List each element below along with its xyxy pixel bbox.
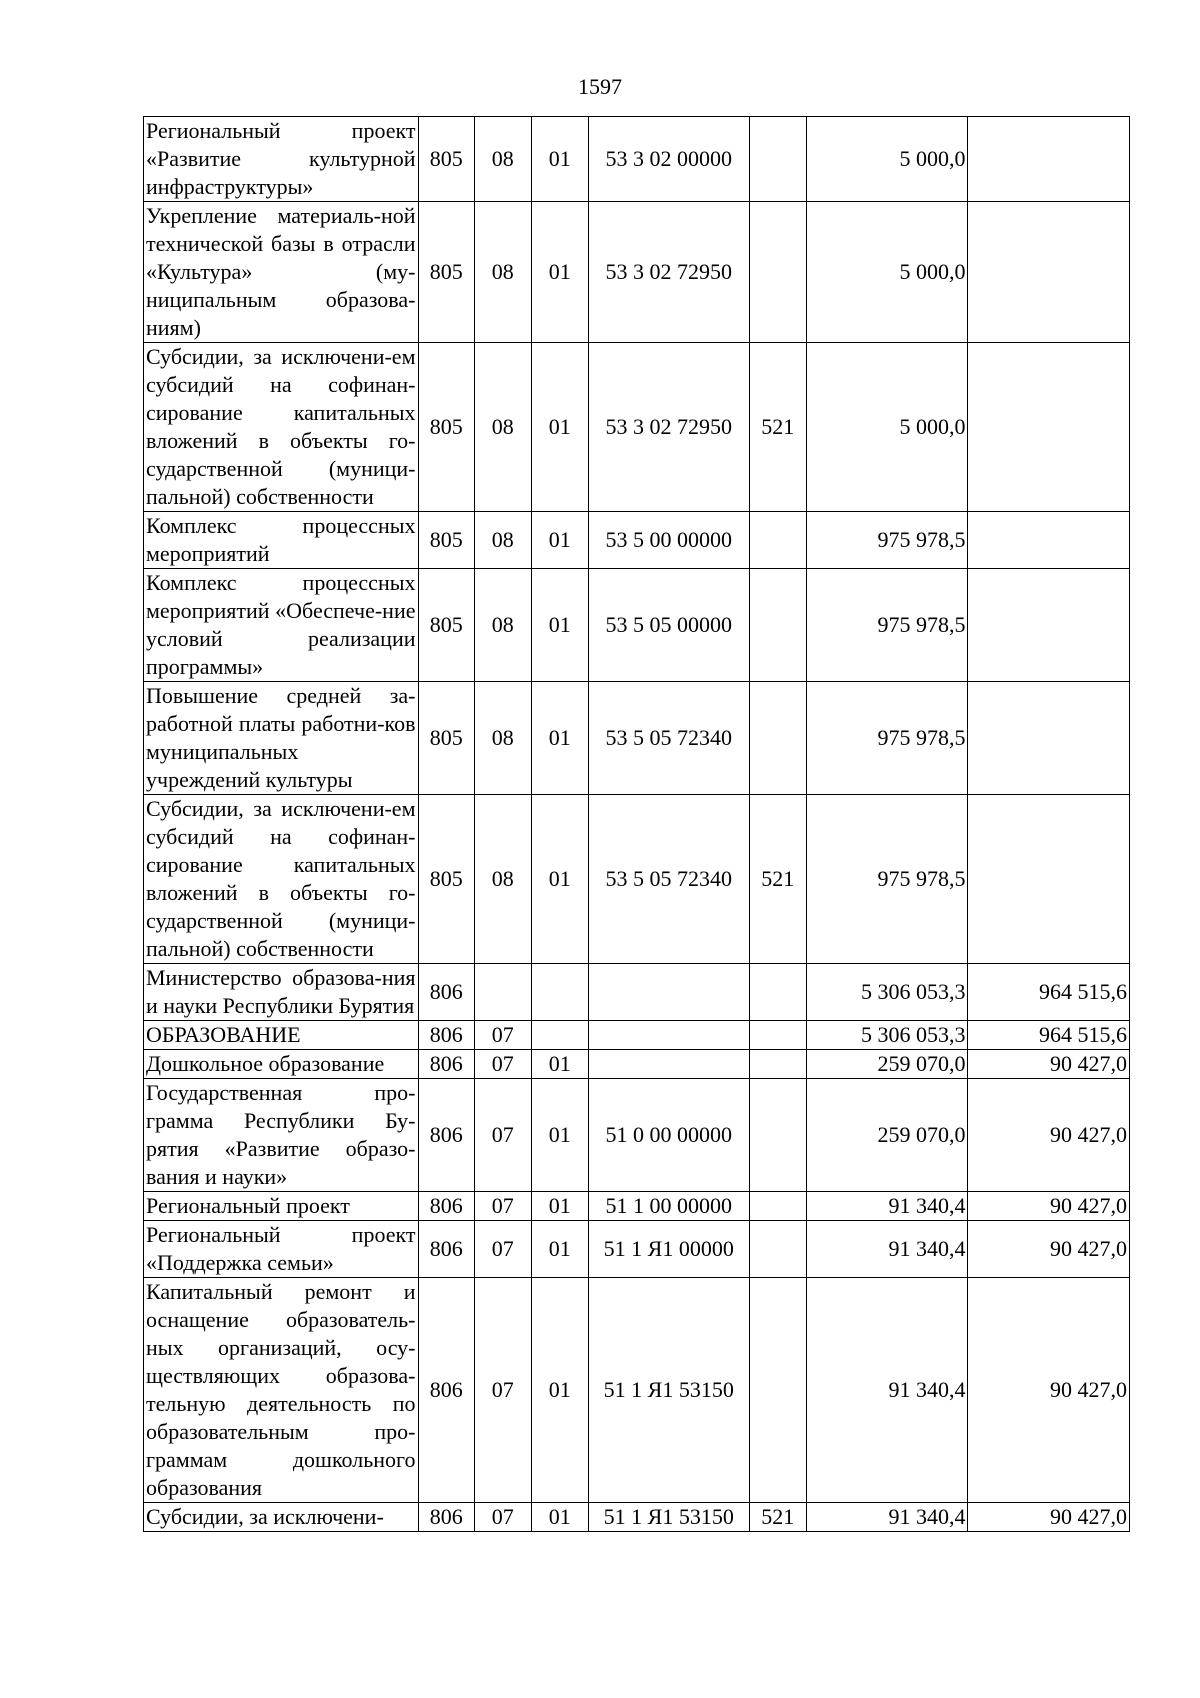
federal-amount-cell: 90 427,0 [968, 1278, 1130, 1503]
amount-cell: 975 978,5 [807, 795, 968, 964]
section-cell: 08 [475, 569, 532, 682]
amount-cell: 975 978,5 [807, 682, 968, 795]
item-name-cell: Государственная про-грамма Республики Бу-рятия «Развитие образо-вания и науки» [144, 1079, 419, 1192]
federal-amount-cell: 964 515,6 [968, 1021, 1130, 1050]
subsection-cell: 01 [531, 1278, 589, 1503]
item-name-cell: Дошкольное образование [144, 1050, 419, 1079]
section-cell: 08 [475, 343, 532, 512]
table-row [144, 1021, 1130, 1050]
target-article-cell: 51 1 Я1 00000 [589, 1221, 749, 1278]
table-row [144, 682, 1130, 795]
target-article-cell: 53 5 05 72340 [589, 682, 749, 795]
expense-type-cell [749, 512, 807, 569]
amount-cell: 91 340,4 [807, 1278, 968, 1503]
expense-type-cell [749, 1050, 807, 1079]
subsection-cell: 01 [531, 1079, 589, 1192]
expense-type-cell [749, 1221, 807, 1278]
subsection-cell [531, 1021, 589, 1050]
amount-cell: 259 070,0 [807, 1050, 968, 1079]
budget-table [143, 116, 1130, 1532]
target-article-cell: 51 1 Я1 53150 [589, 1278, 749, 1503]
target-article-cell: 51 1 00 00000 [589, 1192, 749, 1221]
item-name-cell: Региональный проект «Развитие культурной инфраструктуры» [144, 117, 419, 202]
federal-amount-cell: 90 427,0 [968, 1050, 1130, 1079]
grbs-cell: 805 [418, 682, 475, 795]
grbs-cell: 806 [418, 964, 475, 1021]
page-number: 1597 [578, 74, 622, 99]
expense-type-cell [749, 964, 807, 1021]
grbs-cell: 805 [418, 117, 475, 202]
federal-amount-cell: 90 427,0 [968, 1221, 1130, 1278]
subsection-cell: 01 [531, 569, 589, 682]
federal-amount-cell [968, 202, 1130, 343]
expense-type-cell [749, 1278, 807, 1503]
table-row [144, 343, 1130, 512]
grbs-cell: 805 [418, 795, 475, 964]
section-cell: 08 [475, 117, 532, 202]
section-cell: 07 [475, 1192, 532, 1221]
federal-amount-cell [968, 512, 1130, 569]
item-name-cell: Комплекс процессных мероприятий [144, 512, 419, 569]
item-name-cell: Субсидии, за исключени-ем субсидий на софинан-сирование капитальных вложений в объекты го-сударственной (муници-пальной) собственности [144, 343, 419, 512]
subsection-cell: 01 [531, 202, 589, 343]
subsection-cell: 01 [531, 1192, 589, 1221]
section-cell: 07 [475, 1021, 532, 1050]
grbs-cell: 805 [418, 343, 475, 512]
amount-cell: 91 340,4 [807, 1192, 968, 1221]
subsection-cell: 01 [531, 117, 589, 202]
target-article-cell: 53 3 02 72950 [589, 202, 749, 343]
federal-amount-cell: 90 427,0 [968, 1503, 1130, 1532]
section-cell [475, 964, 532, 1021]
grbs-cell: 806 [418, 1192, 475, 1221]
target-article-cell: 53 3 02 00000 [589, 117, 749, 202]
item-name-cell: Региональный проект «Поддержка семьи» [144, 1221, 419, 1278]
target-article-cell: 53 5 05 72340 [589, 795, 749, 964]
target-article-cell [589, 1021, 749, 1050]
subsection-cell: 01 [531, 512, 589, 569]
section-cell: 07 [475, 1221, 532, 1278]
target-article-cell: 51 1 Я1 53150 [589, 1503, 749, 1532]
section-cell: 08 [475, 202, 532, 343]
amount-cell: 5 000,0 [807, 343, 968, 512]
expense-type-cell [749, 1021, 807, 1050]
grbs-cell: 806 [418, 1021, 475, 1050]
target-article-cell: 53 5 00 00000 [589, 512, 749, 569]
expense-type-cell [749, 682, 807, 795]
section-cell: 07 [475, 1050, 532, 1079]
item-name-cell: ОБРАЗОВАНИЕ [144, 1021, 419, 1050]
item-name-cell: Комплекс процессных мероприятий «Обеспече-ние условий реализации программы» [144, 569, 419, 682]
table-row [144, 1221, 1130, 1278]
table-row [144, 1278, 1130, 1503]
expense-type-cell [749, 1192, 807, 1221]
table-row [144, 964, 1130, 1021]
grbs-cell: 806 [418, 1050, 475, 1079]
target-article-cell: 53 3 02 72950 [589, 343, 749, 512]
table-row [144, 512, 1130, 569]
table-row [144, 1079, 1130, 1192]
grbs-cell: 806 [418, 1079, 475, 1192]
federal-amount-cell: 90 427,0 [968, 1079, 1130, 1192]
grbs-cell: 805 [418, 202, 475, 343]
federal-amount-cell: 964 515,6 [968, 964, 1130, 1021]
subsection-cell: 01 [531, 1221, 589, 1278]
federal-amount-cell [968, 569, 1130, 682]
target-article-cell [589, 964, 749, 1021]
grbs-cell: 806 [418, 1503, 475, 1532]
expense-type-cell: 521 [749, 795, 807, 964]
item-name-cell: Субсидии, за исключени- [144, 1503, 419, 1532]
section-cell: 07 [475, 1503, 532, 1532]
expense-type-cell [749, 1079, 807, 1192]
table-row [144, 1192, 1130, 1221]
table-row [144, 795, 1130, 964]
subsection-cell: 01 [531, 795, 589, 964]
table-row [144, 1503, 1130, 1532]
subsection-cell: 01 [531, 682, 589, 795]
item-name-cell: Повышение средней за-работной платы работни-ков муниципальных учреждений культуры [144, 682, 419, 795]
federal-amount-cell [968, 795, 1130, 964]
target-article-cell: 51 0 00 00000 [589, 1079, 749, 1192]
table-row [144, 1050, 1130, 1079]
expense-type-cell [749, 117, 807, 202]
expense-type-cell [749, 202, 807, 343]
section-cell: 08 [475, 512, 532, 569]
amount-cell: 5 306 053,3 [807, 964, 968, 1021]
amount-cell: 975 978,5 [807, 569, 968, 682]
amount-cell: 5 306 053,3 [807, 1021, 968, 1050]
item-name-cell: Министерство образова-ния и науки Республики Бурятия [144, 964, 419, 1021]
subsection-cell: 01 [531, 1050, 589, 1079]
item-name-cell: Укрепление материаль-ной технической базы в отрасли «Культура» (му-ниципальным образова-ниям) [144, 202, 419, 343]
grbs-cell: 806 [418, 1278, 475, 1503]
subsection-cell: 01 [531, 1503, 589, 1532]
amount-cell: 5 000,0 [807, 202, 968, 343]
amount-cell: 5 000,0 [807, 117, 968, 202]
subsection-cell: 01 [531, 343, 589, 512]
expense-type-cell: 521 [749, 1503, 807, 1532]
grbs-cell: 806 [418, 1221, 475, 1278]
section-cell: 08 [475, 795, 532, 964]
federal-amount-cell [968, 343, 1130, 512]
grbs-cell: 805 [418, 512, 475, 569]
table-row [144, 117, 1130, 202]
target-article-cell [589, 1050, 749, 1079]
table-row [144, 569, 1130, 682]
item-name-cell: Капитальный ремонт и оснащение образователь-ных организаций, осу-ществляющих образова-тельную деятельность по образовательным про-граммам дошкольного образования [144, 1278, 419, 1503]
expense-type-cell: 521 [749, 343, 807, 512]
amount-cell: 91 340,4 [807, 1503, 968, 1532]
target-article-cell: 53 5 05 00000 [589, 569, 749, 682]
subsection-cell [531, 964, 589, 1021]
expense-type-cell [749, 569, 807, 682]
amount-cell: 975 978,5 [807, 512, 968, 569]
federal-amount-cell [968, 682, 1130, 795]
federal-amount-cell [968, 117, 1130, 202]
table-row [144, 202, 1130, 343]
item-name-cell: Субсидии, за исключени-ем субсидий на софинан-сирование капитальных вложений в объекты го-сударственной (муници-пальной) собственности [144, 795, 419, 964]
federal-amount-cell: 90 427,0 [968, 1192, 1130, 1221]
item-name-cell: Региональный проект [144, 1192, 419, 1221]
grbs-cell: 805 [418, 569, 475, 682]
amount-cell: 91 340,4 [807, 1221, 968, 1278]
section-cell: 07 [475, 1079, 532, 1192]
section-cell: 08 [475, 682, 532, 795]
amount-cell: 259 070,0 [807, 1079, 968, 1192]
table-body [144, 117, 1130, 1532]
section-cell: 07 [475, 1278, 532, 1503]
